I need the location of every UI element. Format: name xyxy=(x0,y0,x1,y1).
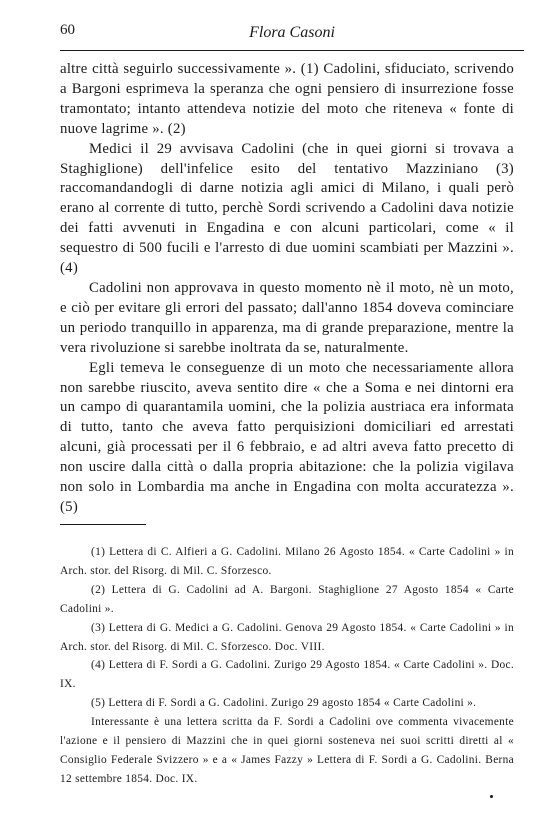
footnote-note: Interessante è una lettera scritta da F. Sordi a Cadolini ove commenta vivacemente l'azione e il pensiero di Mazzini che in quei giorni sosteneva nei suoi scritti diretti al « Consiglio Federale Svizzero » e a « James Fazzy » Lettera di F. Sordi a G. Cadolini. Berna 12 settembre 1854. Doc. IX. xyxy=(60,716,514,785)
running-title: Flora Casoni xyxy=(249,24,335,41)
header-rule xyxy=(60,50,524,51)
footnotes xyxy=(60,543,514,789)
ink-speck xyxy=(490,795,493,798)
paragraph-3: Cadolini non approvava in questo momento nè il moto, nè un moto, e ciò per evitare gli errori del passato; dall'anno 1854 doveva cominciare un periodo tranquillo in apparenza, ma di grande preparazione, mentre la vera rivoluzione si sarebbe inoltrata da se, naturalmente. xyxy=(60,279,514,356)
footnote-rule xyxy=(60,524,146,525)
paragraph-4: Egli temeva le conseguenze di un moto che necessariamente allora non sarebbe riuscito, aveva sentito dire « che a Soma e nei dintorni era un campo di quarantamila uomini, che la polizia austriaca era informata di tutto, tanto che aveva fatto perquisizioni domiciliari ed arrestati alcuni, già processati per il 6 febbraio, e ad altri aveva fatto precetto di non uscire dalla città o dalla propria abitazione: che la polizia vigilava non solo in Lombardia ma anche in Engadina con molta accuratezza ». (5) xyxy=(60,359,514,515)
footnote-5: (5) Lettera di F. Sordi a G. Cadolini. Zurigo 29 agosto 1854 « Carte Cadolini ». xyxy=(91,697,477,710)
footnote-3: (3) Lettera di G. Medici a G. Cadolini. Genova 29 Agosto 1854. « Carte Cadolini » in Arch. stor. del Risorg. di Mil. C. Sforzesco. Doc. VIII. xyxy=(60,621,514,653)
footnote-4: (4) Lettera di F. Sordi a G. Cadolini. Zurigo 29 Agosto 1854. « Carte Cadolini ». Doc. IX. xyxy=(60,659,514,691)
page-number: 60 xyxy=(60,22,75,38)
page-header xyxy=(60,22,524,48)
footnote-1: (1) Lettera di C. Alfieri a G. Cadolini. Milano 26 Agosto 1854. « Carte Cadolini » in Arch. stor. del Risorg. di Mil. C. Sforzesco. xyxy=(60,546,514,577)
footnote-2: (2) Lettera di G. Cadolini ad A. Bargoni. Staghiglione 27 Agosto 1854 « Carte Cadolini ». xyxy=(60,583,514,615)
paragraph-1: altre città seguirlo successivamente ». (1) Cadolini, sfiduciato, scrivendo a Bargoni esprimeva la speranza che ogni pensiero di insurrezione fosse tramontato; intanto attendeva notizie del moto che riteneva « fonte di nuove lagrime ». (2) xyxy=(60,61,514,137)
main-text xyxy=(60,60,514,518)
paragraph-2: Medici il 29 avvisava Cadolini (che in quei giorni si trovava a Staghiglione) dell'infelice esito del tentativo Mazziniano (3) raccomandandogli di darne notizia agli amici di Milano, i quali però erano al corrente di tutto, perchè Sordi scrivendo a Cadolini dava notizie dei fatti avvenuti in Engadina e con alcuni particolari, come « il sequestro di 500 fucili e l'arresto di due uomini scambiati per Mazzini ». (4) xyxy=(60,140,514,277)
